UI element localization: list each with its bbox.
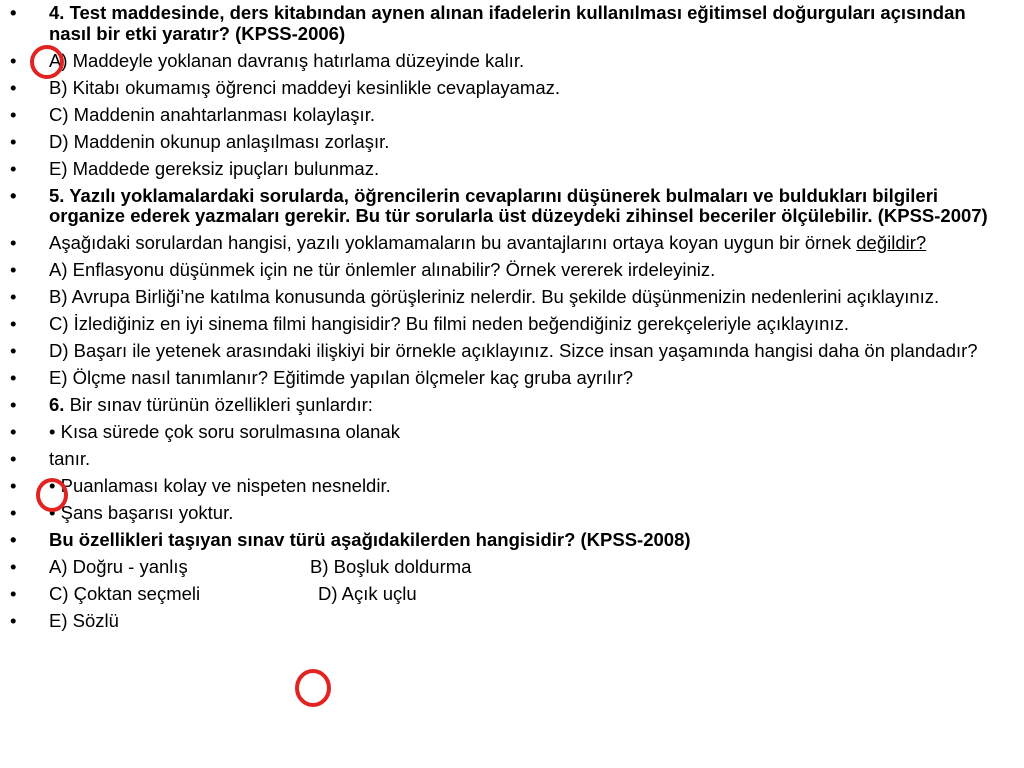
answer-circle-q6 [297,671,329,705]
bullet: • [10,394,17,415]
question-6-intro [10,395,1000,416]
q6-feature-3 [10,476,1000,497]
bullet: • [10,130,17,152]
bullet: • [10,340,17,361]
q6-options-row-1 [10,557,1000,578]
question-5-text: Aşağıdaki sorulardan hangisi, yazılı yoklamamaların bu avantajlarını ortaya koyan uygun bir örnek [49,232,852,253]
bullet: • [10,103,17,125]
bullet: • [10,448,17,469]
q6-option-e-text: E) Sözlü [49,610,119,631]
bullet: • [10,259,17,280]
q6-feature-4-text: • Şans başarısı yoktur. [49,502,234,523]
bullet: • [10,502,17,523]
q5-option-c [10,314,1000,335]
question-5-intro [10,186,1000,227]
q6-option-d-text: D) Açık uçlu [318,583,417,604]
q6-feature-1 [10,422,1000,443]
bullet: • [10,157,17,179]
bullet: • [10,232,17,253]
bullet: • [10,610,17,631]
q6-feature-2-text: tanır. [49,448,91,469]
bullet: • [10,421,17,442]
q6-feature-3-text: • Puanlaması kolay ve nispeten nesneldir. [49,475,391,496]
q5-option-c-text: C) İzlediğiniz en iyi sinema filmi hangisidir? Bu filmi neden beğendiğiniz gerekçeleriyle açıklayınız. [49,313,849,334]
bullet: • [10,583,17,604]
bullet: • [10,76,17,98]
bullet: • [10,529,17,550]
q6-option-c-text: C) Çoktan seçmeli [49,583,201,604]
bullet: • [10,2,17,23]
q4-option-d [10,132,1000,153]
q5-option-a [10,260,1000,281]
q4-option-e-text: E) Maddede gereksiz ipuçları bulunmaz. [49,157,380,179]
q4-option-b [10,78,1000,99]
q6-option-a-text: A) Doğru - yanlış [49,556,188,577]
q4-option-a [10,51,1000,72]
bullet: • [10,313,17,334]
q6-feature-4 [10,503,1000,524]
q4-option-b-text: B) Kitabı okumamış öğrenci maddeyi kesinlikle cevaplayamaz. [49,76,561,98]
q4-option-c-text: C) Maddenin anahtarlanması kolaylaşır. [49,103,375,125]
bullet: • [10,556,17,577]
question-6-text: Bu özellikleri taşıyan sınav türü aşağıdakilerden hangisidir? (KPSS-2008) [49,529,691,550]
q4-option-a-text: A) Maddeyle yoklanan davranış hatırlama düzeyinde kalır. [49,49,525,71]
bullet: • [10,49,17,71]
q4-option-e [10,159,1000,180]
q5-option-b-text: B) Avrupa Birliği’ne katılma konusunda görüşleriniz nelerdir. Bu şekilde düşünmenizin nedenlerini açıklayınız. [49,286,940,307]
question-4 [10,3,1000,44]
q4-option-d-text: D) Maddenin okunup anlaşılması zorlaşır. [49,130,390,152]
question-5-intro-text: 5. Yazılı yoklamalardaki sorularda, öğrencilerin cevaplarını düşünerek bulmaları ve buldukları bilgileri organize ederek yazmaları gerekir. Bu tür sorularla üst düzeydeki zihinsel beceriler ölçülebilir. (KPSS-2007) [49,184,988,226]
question-list [10,3,1000,632]
bullet: • [10,184,17,206]
question-6-intro-text: Bir sınav türünün özellikleri şunlardır: [64,394,373,415]
question-4-text: 4. Test maddesinde, ders kitabından aynen alınan ifadelerin kullanılması eğitimsel doğurguları açısından nasıl bir etki yaratır? (KPSS-2006) [49,2,966,44]
q5-option-d-text: D) Başarı ile yetenek arasındaki ilişkiyi bir örnekle açıklayınız. Sizce insan yaşamında hangisi daha ön plandadır? [49,340,978,361]
q5-option-e-text: E) Ölçme nasıl tanımlanır? Eğitimde yapılan ölçmeler kaç gruba ayrılır? [49,367,634,388]
q5-option-a-text: A) Enflasyonu düşünmek için ne tür önlemler alınabilir? Örnek vererek irdeleyiniz. [49,259,716,280]
question-5-emphasis: değildir? [856,232,927,253]
q6-options-row-2 [10,584,1000,605]
q6-feature-2 [10,449,1000,470]
q6-options-row-3 [10,611,1000,632]
q6-option-b-text: B) Boşluk doldurma [310,556,472,577]
question-5 [10,233,1000,254]
q5-option-e [10,368,1000,389]
question-6 [10,530,1000,551]
bullet: • [10,475,17,496]
q4-option-c [10,105,1000,126]
q5-option-d [10,341,1000,362]
q5-option-b [10,287,1000,308]
bullet: • [10,286,17,307]
bullet: • [10,367,17,388]
q6-feature-1-text: • Kısa sürede çok soru sorulmasına olanak [49,421,400,442]
question-6-number: 6. [49,394,65,415]
